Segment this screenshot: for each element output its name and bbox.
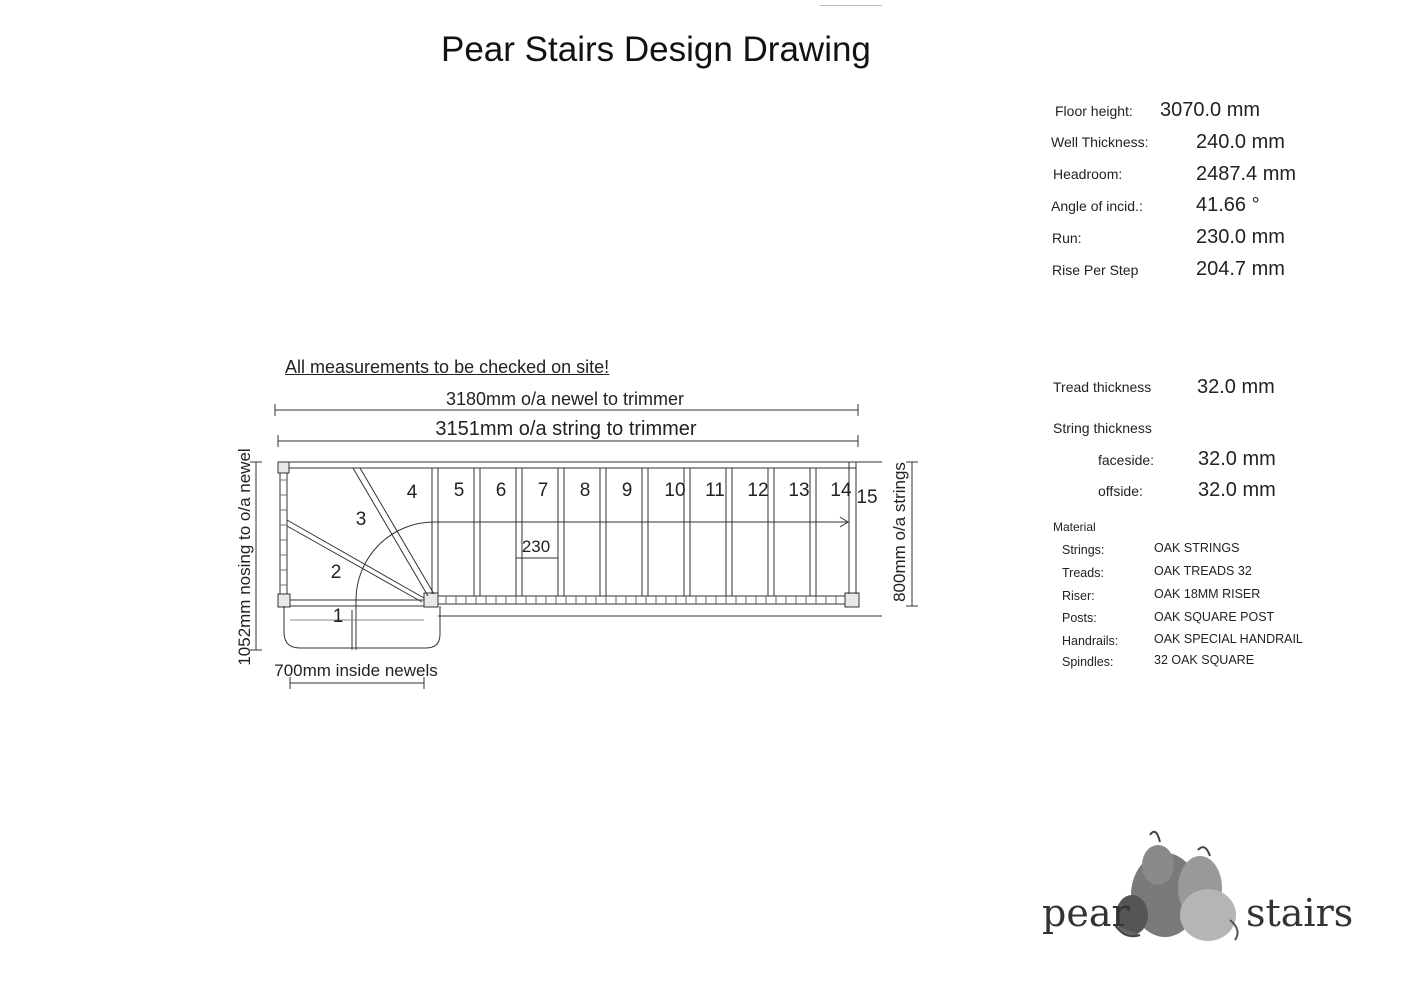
- logo-word-right: stairs: [1246, 891, 1354, 935]
- tread-thickness-value: 32.0 mm: [1197, 376, 1275, 398]
- material-label-handrails: Handrails:: [1062, 634, 1119, 648]
- material-heading: Material: [1053, 520, 1096, 534]
- step-number: 15: [856, 487, 878, 508]
- spec-value-floor-height: 3070.0 mm: [1160, 99, 1261, 121]
- dim-text-newel-to-trimmer: 3180mm o/a newel to trimmer: [445, 389, 685, 409]
- material-label-riser: Riser:: [1062, 589, 1095, 603]
- dim-text-inside-newels: 700mm inside newels: [274, 661, 438, 680]
- tread-thickness-label: Tread thickness: [1053, 379, 1152, 395]
- step-number: 13: [788, 480, 810, 501]
- material-label-posts: Posts:: [1062, 611, 1097, 625]
- going-text: 230: [521, 537, 551, 556]
- bottom-spindles: [446, 596, 836, 604]
- spec-value-run: 230.0 mm: [1196, 226, 1285, 248]
- material-value-posts: OAK SQUARE POST: [1154, 610, 1275, 624]
- step-number: 3: [355, 509, 367, 530]
- newel-post-turn: [424, 593, 438, 607]
- step-number: 5: [453, 480, 465, 501]
- material-label-strings: Strings:: [1062, 543, 1105, 557]
- spec-value-headroom: 2487.4 mm: [1196, 163, 1297, 185]
- material-value-handrails: OAK SPECIAL HANDRAIL: [1154, 632, 1303, 646]
- dim-text-string-to-trimmer: 3151mm o/a string to trimmer: [435, 418, 697, 440]
- offside-value: 32.0 mm: [1198, 479, 1276, 501]
- step-number: 12: [747, 480, 769, 501]
- left-spindles: [280, 480, 287, 585]
- left-string: [280, 462, 287, 606]
- spec-value-angle: 41.66 °: [1196, 194, 1260, 216]
- newel-post-top-left: [278, 462, 289, 473]
- step-number: 8: [579, 480, 591, 501]
- material-label-treads: Treads:: [1062, 566, 1104, 580]
- faceside-value: 32.0 mm: [1198, 448, 1276, 470]
- material-value-treads: OAK TREADS 32: [1154, 564, 1252, 578]
- step-number: 10: [664, 480, 686, 501]
- newel-post-top-right: [845, 593, 859, 607]
- bottom-step-bullnose: [284, 606, 440, 648]
- spec-label-angle: Angle of incid.:: [1051, 198, 1143, 214]
- spec-label-run: Run:: [1052, 230, 1082, 246]
- spec-label-floor-height: Floor height:: [1055, 103, 1133, 119]
- spec-label-well-thickness: Well Thickness:: [1051, 134, 1149, 150]
- logo-word-left: pear: [1042, 891, 1130, 935]
- spec-value-well-thickness: 240.0 mm: [1196, 131, 1285, 153]
- material-value-strings: OAK STRINGS: [1154, 541, 1240, 555]
- dim-text-strings: 800mm o/a strings: [890, 462, 909, 602]
- site-check-note: All measurements to be checked on site!: [285, 357, 610, 377]
- spec-label-headroom: Headroom:: [1053, 166, 1123, 182]
- faceside-label: faceside:: [1098, 452, 1155, 468]
- material-value-riser: OAK 18MM RISER: [1154, 587, 1261, 601]
- step-number: 4: [406, 482, 418, 503]
- spec-label-rise-per-step: Rise Per Step: [1052, 262, 1139, 278]
- newel-post-bottom-left: [278, 594, 290, 607]
- spec-value-rise-per-step: 204.7 mm: [1196, 258, 1285, 280]
- step-number: 7: [537, 480, 549, 501]
- step-number: 1: [332, 606, 344, 627]
- string-thickness-label: String thickness: [1053, 420, 1152, 436]
- bottom-string: [290, 596, 845, 606]
- step-number: 11: [705, 480, 725, 501]
- step-number: 9: [621, 480, 633, 501]
- material-value-spindles: 32 OAK SQUARE: [1154, 653, 1255, 667]
- pear-icon: [1115, 832, 1238, 941]
- top-string: [280, 462, 882, 468]
- dim-text-nosing-to-newel: 1052mm nosing to o/a newel: [235, 448, 254, 666]
- step-number: 6: [495, 480, 507, 501]
- step-number: 2: [330, 562, 342, 583]
- step-number: 14: [830, 480, 852, 501]
- offside-label: offside:: [1098, 483, 1143, 499]
- page-title: Pear Stairs Design Drawing: [441, 30, 871, 69]
- material-label-spindles: Spindles:: [1062, 655, 1114, 669]
- pear-logo: [1115, 832, 1238, 941]
